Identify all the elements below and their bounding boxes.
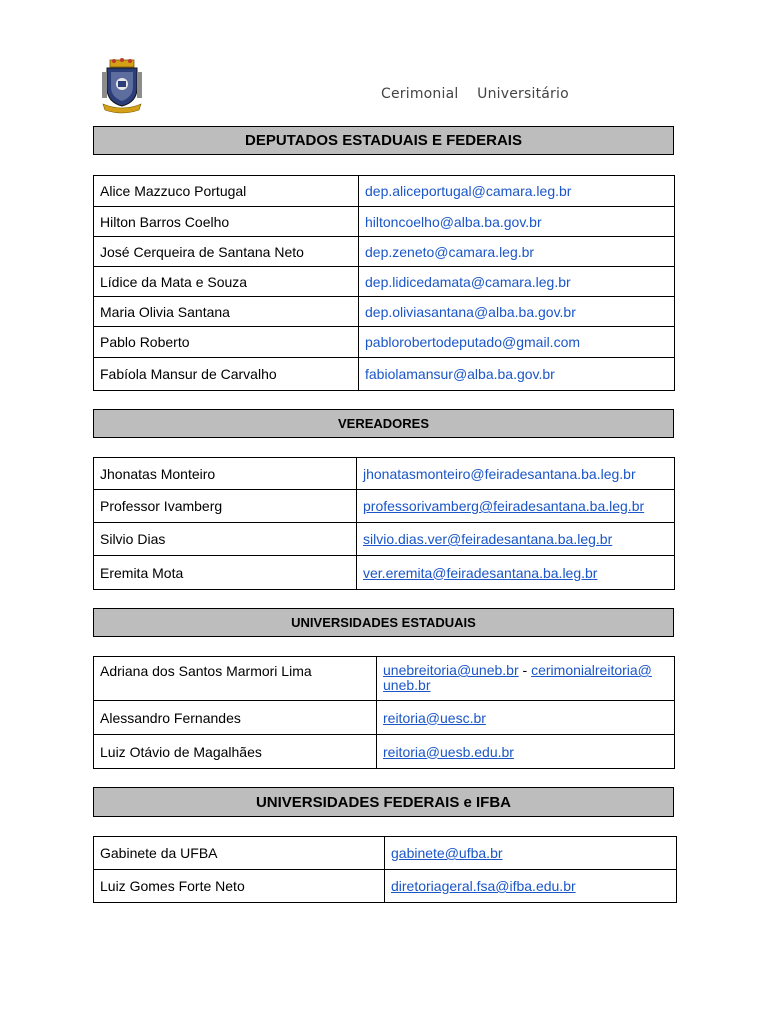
contact-name: Lídice da Mata e Souza [94,267,359,297]
table-row [94,837,677,870]
table-row [94,358,675,391]
contact-name: Alessandro Fernandes [94,701,377,735]
email-link-text[interactable]: reitoria@uesb.edu.br [383,743,514,760]
section-title-vereadores: VEREADORES [93,409,674,438]
contact-name: José Cerqueira de Santana Neto [94,237,359,267]
email-separator: - [518,662,532,678]
table-row [94,735,675,769]
email-link-text[interactable]: silvio.dias.ver@feiradesantana.ba.leg.br [363,531,613,547]
contact-email-links [377,657,675,701]
contact-name: Alice Mazzuco Portugal [94,176,359,207]
table-row [94,207,675,237]
table-row [94,297,675,327]
email-link-text[interactable]: cerimonialreitoria@ [531,662,652,678]
email-link-text[interactable]: reitoria@uesc.br [383,709,486,726]
contact-email[interactable]: dep.lidicedamata@camara.leg.br [359,267,675,297]
table-row [94,523,675,556]
email-link-text[interactable]: diretoriageral.fsa@ifba.edu.br [391,878,576,894]
table-row [94,327,675,358]
table-row [94,870,677,903]
section-title-universidades-federais: UNIVERSIDADES FEDERAIS e IFBA [93,787,674,817]
contact-email[interactable]: dep.zeneto@camara.leg.br [359,237,675,267]
email-link-text[interactable]: professorivamberg@feiradesantana.ba.leg.br [363,498,645,514]
contact-email-link[interactable] [385,870,677,903]
email-link-text[interactable]: uneb.br [383,677,431,693]
contact-email[interactable]: dep.oliviasantana@alba.ba.gov.br [359,297,675,327]
table-row [94,556,675,590]
table-row [94,237,675,267]
table-row [94,458,675,490]
universidades-federais-table [93,836,677,903]
table-row [94,657,675,701]
table-row [94,176,675,207]
contact-name: Maria Olivia Santana [94,297,359,327]
table-row [94,701,675,735]
contact-name: Fabíola Mansur de Carvalho [94,358,359,391]
email-link-text[interactable]: ver.eremita@feiradesantana.ba.leg.br [363,564,598,581]
contact-name: Pablo Roberto [94,327,359,358]
contact-email-link[interactable] [357,523,675,556]
contact-email[interactable]: hiltoncoelho@alba.ba.gov.br [359,207,675,237]
contact-email[interactable]: fabiolamansur@alba.ba.gov.br [359,358,675,391]
contact-email[interactable]: jhonatasmonteiro@feiradesantana.ba.leg.br [357,458,675,490]
contact-name: Gabinete da UFBA [94,837,385,870]
header-word-1: Cerimonial [381,86,459,102]
university-coat-of-arms-logo [101,58,143,114]
contact-name: Luiz Gomes Forte Neto [94,870,385,903]
header-word-2: Universitário [477,86,569,102]
contact-email[interactable]: dep.aliceportugal@camara.leg.br [359,176,675,207]
email-link-text[interactable]: gabinete@ufba.br [391,845,503,861]
contact-name: Eremita Mota [94,556,357,590]
section-title-universidades-estaduais: UNIVERSIDADES ESTADUAIS [93,608,674,637]
table-row [94,490,675,523]
vereadores-table [93,457,675,590]
contact-email-link[interactable] [357,556,675,590]
deputados-table [93,175,675,391]
contact-name: Hilton Barros Coelho [94,207,359,237]
universidades-estaduais-table [93,656,675,769]
table-row [94,267,675,297]
contact-name: Luiz Otávio de Magalhães [94,735,377,769]
section-title-deputados: DEPUTADOS ESTADUAIS E FEDERAIS [93,126,674,155]
contact-name: Silvio Dias [94,523,357,556]
email-link-text[interactable]: unebreitoria@uneb.br [383,662,519,678]
contact-name: Professor Ivamberg [94,490,357,523]
contact-email-link[interactable] [357,490,675,523]
page-header [381,86,583,102]
contact-name: Adriana dos Santos Marmori Lima [94,657,377,701]
contact-email[interactable]: pablorobertodeputado@gmail.com [359,327,675,358]
contact-name: Jhonatas Monteiro [94,458,357,490]
contact-email-link[interactable] [385,837,677,870]
contact-email-link[interactable] [377,735,675,769]
contact-email-link[interactable] [377,701,675,735]
